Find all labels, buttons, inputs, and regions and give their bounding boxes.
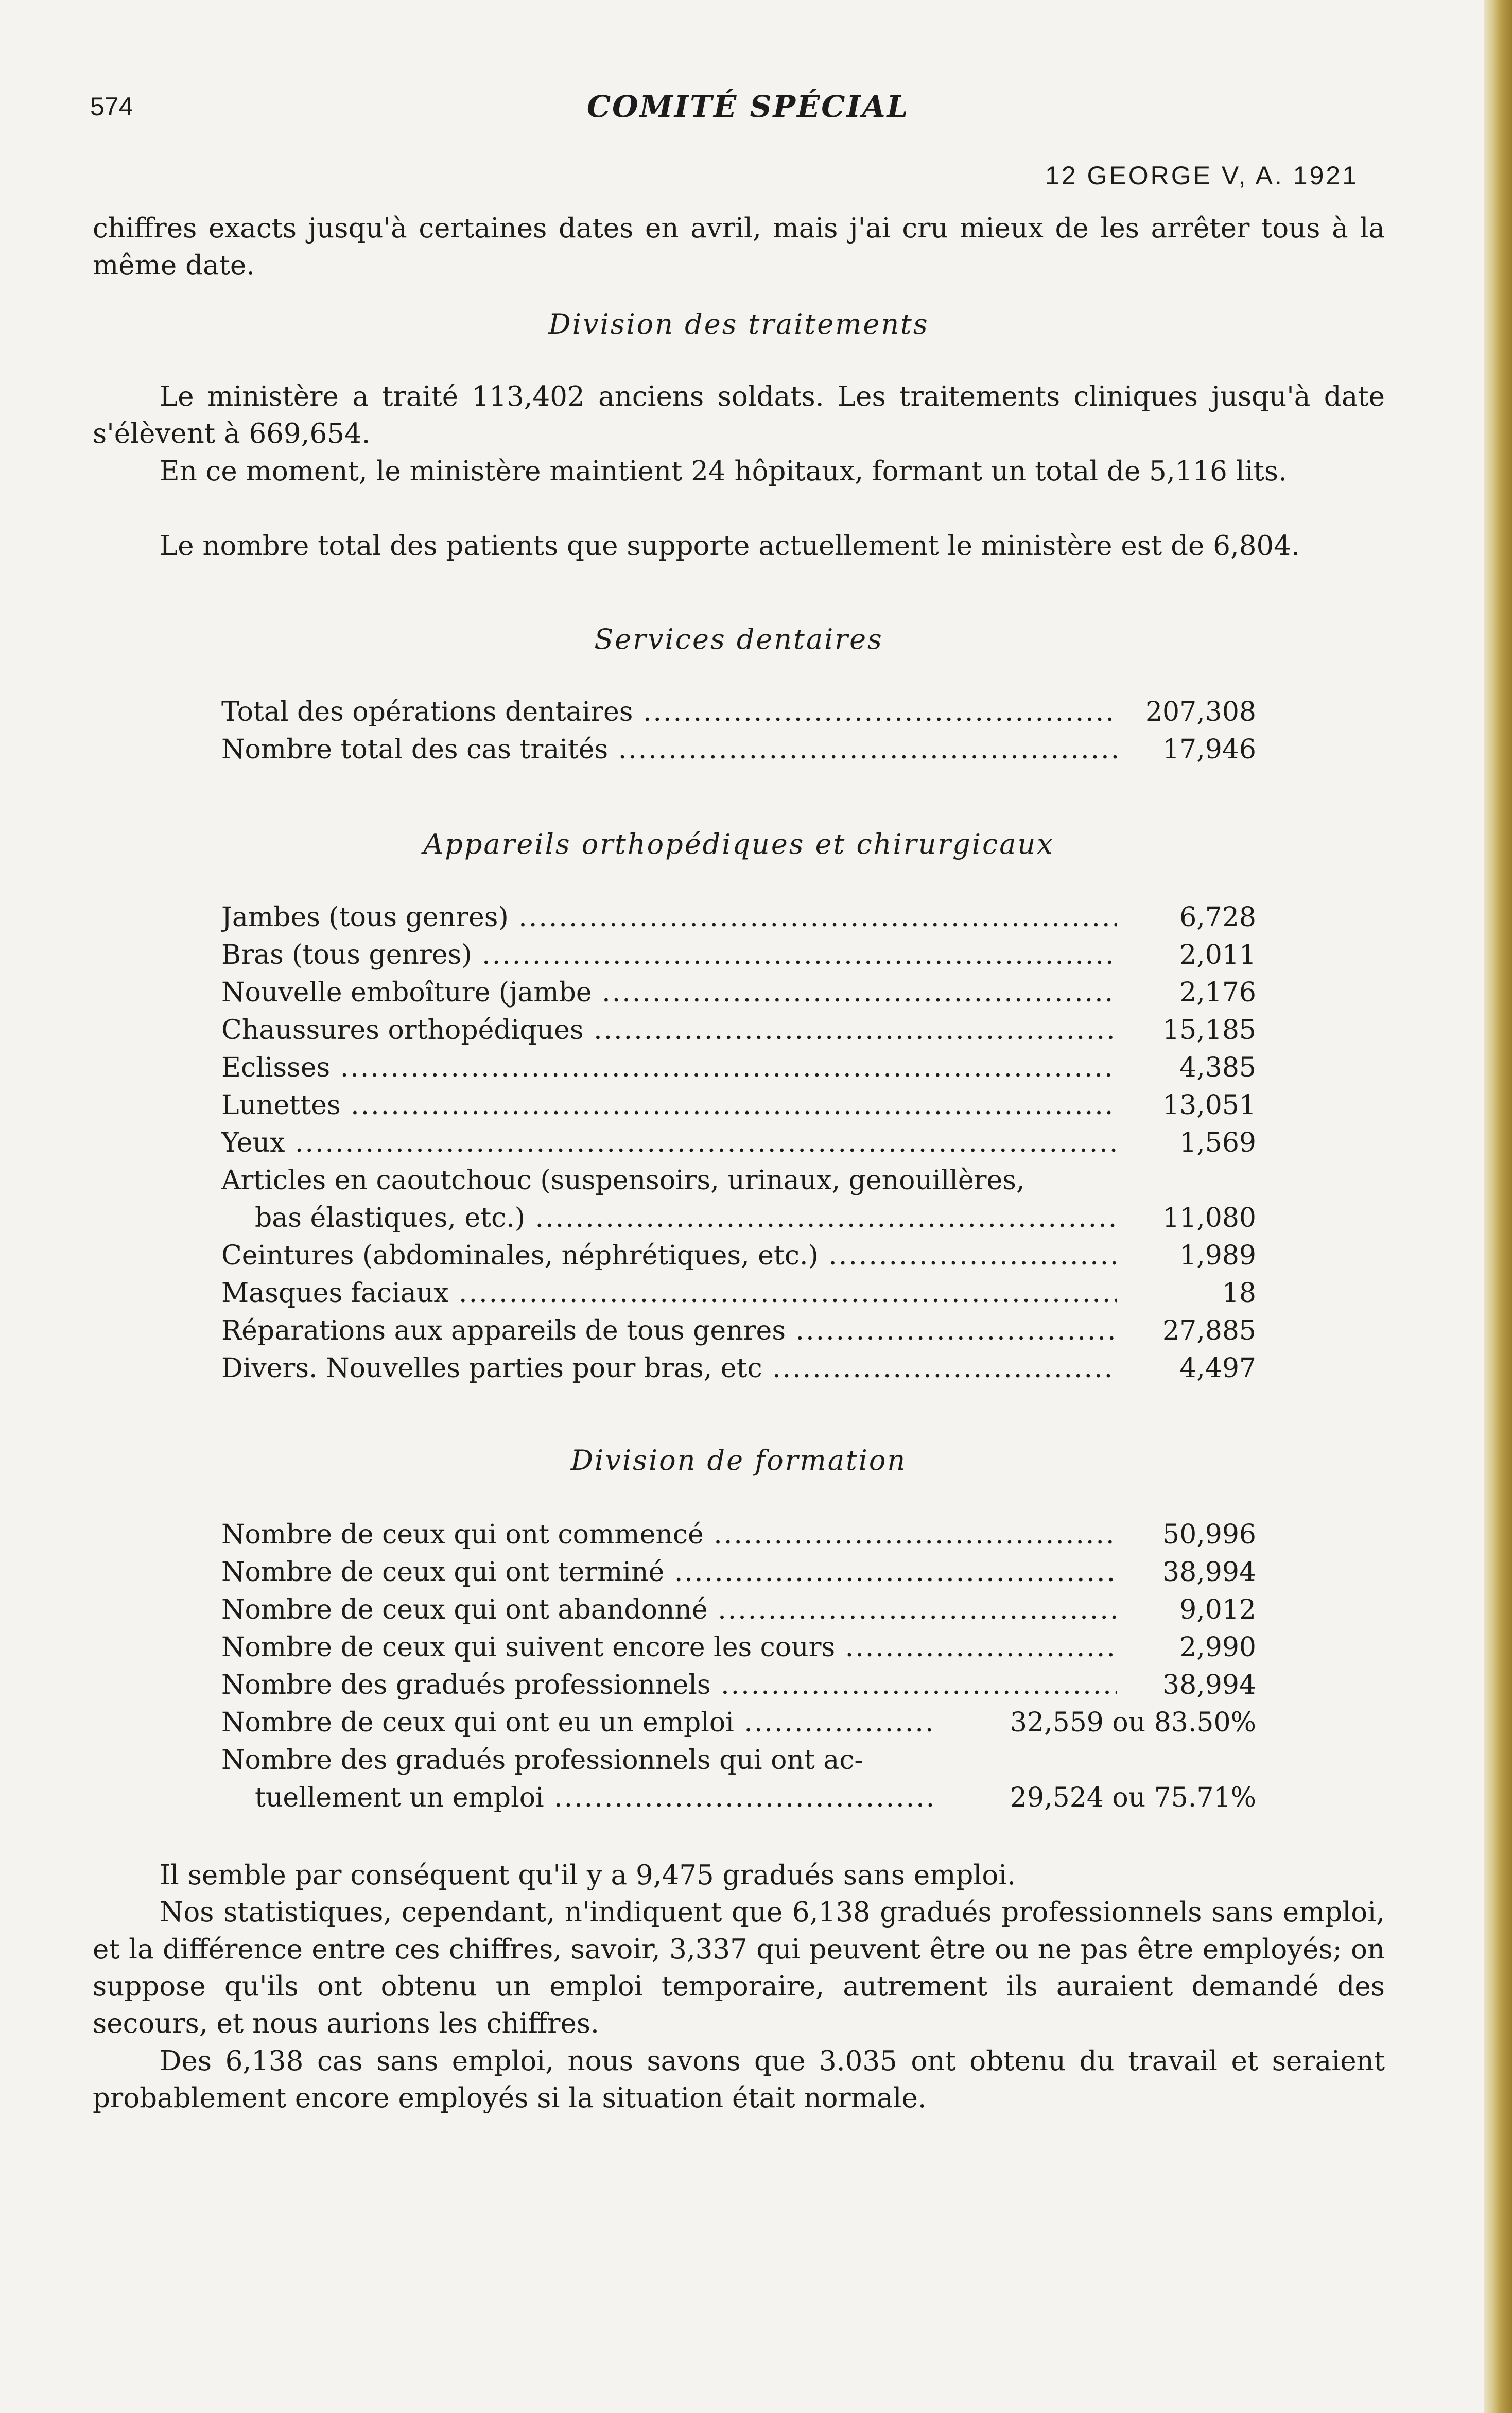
table-row — [221, 1704, 1256, 1742]
table-row — [221, 1666, 1256, 1704]
row-value: 2,176 — [1122, 974, 1256, 1012]
row-label: Yeux ..... — [221, 1124, 1117, 1162]
treatment-paragraph-1: Le ministère a traité 113,402 anciens soldats. Les traitements cliniques jusqu'à date s'élèvent à 669,654. — [93, 381, 1385, 449]
row-value: 29,524 ou 75.71% — [947, 1779, 1256, 1817]
row-value: 1,989 — [1122, 1237, 1256, 1275]
table-row — [221, 1012, 1256, 1049]
row-label: Nombre des gradués professionnels ..... — [221, 1666, 1117, 1704]
table-row — [221, 1312, 1256, 1350]
treatment-heading: Division des traitements — [548, 308, 929, 340]
row-label: Jambes (tous genres) ..... — [221, 899, 1117, 936]
row-label-continuation: tuellement un emploi ..... — [221, 1779, 937, 1817]
row-label: Bras (tous genres) ..... — [221, 936, 1117, 974]
row-value: 2,011 — [1122, 936, 1256, 974]
row-label: Nombre de ceux qui ont abandonné ..... — [221, 1591, 1117, 1629]
table-row — [221, 1554, 1256, 1591]
closing-paragraph-2: Nos statistiques, cependant, n'indiquent que 6,138 gradués professionnels sans emploi, et la différence entre ces chiffres, savoir, 3,337 qui peuvent être ou ne pas être employés; on suppose qu'ils ont obtenu un emploi temporaire, autrement ils auraient demandé des secours, et nous aurions les chiffres. — [93, 1897, 1385, 2039]
table-row — [221, 974, 1256, 1012]
row-value: 4,497 — [1122, 1350, 1256, 1387]
row-value: 11,080 — [1122, 1200, 1256, 1237]
training-heading: Division de formation — [570, 1444, 907, 1477]
row-value: 6,728 — [1122, 899, 1256, 936]
dental-table — [221, 693, 1256, 769]
training-table — [221, 1516, 1256, 1817]
treatment-paragraph-3: Le nombre total des patients que supporte actuellement le ministère est de 6,804. — [160, 530, 1300, 562]
page-edge — [1484, 0, 1512, 2413]
table-row — [221, 1162, 1256, 1237]
row-label: Nouvelle emboîture (jambe ..... — [221, 974, 1117, 1012]
row-value: 15,185 — [1122, 1012, 1256, 1049]
row-value: 207,308 — [1122, 693, 1256, 731]
row-value: 13,051 — [1122, 1087, 1256, 1124]
row-label: Articles en caoutchouc (suspensoirs, urinaux, genouillères, — [221, 1165, 1025, 1196]
row-value: 1,569 — [1122, 1124, 1256, 1162]
row-label: Eclisses ..... — [221, 1049, 1117, 1087]
running-title: COMITÉ SPÉCIAL — [587, 89, 910, 124]
row-label: Nombre de ceux qui ont eu un emploi ..... — [221, 1704, 937, 1742]
row-value: 32,559 ou 83.50% — [947, 1704, 1256, 1742]
row-label: Lunettes ..... — [221, 1087, 1117, 1124]
closing-paragraph-3: Des 6,138 cas sans emploi, nous savons que 3.035 ont obtenu du travail et seraient probablement encore employés si la situation était normale. — [93, 2045, 1385, 2114]
row-label-continuation: bas élastiques, etc.) ..... — [221, 1200, 1117, 1237]
row-value: 4,385 — [1122, 1049, 1256, 1087]
row-value: 50,996 — [1122, 1516, 1256, 1554]
row-value: 2,990 — [1122, 1629, 1256, 1666]
intro-paragraph: chiffres exacts jusqu'à certaines dates en avril, mais j'ai cru mieux de les arrêter tous à la même date. — [93, 213, 1385, 281]
row-label: Nombre de ceux qui ont commencé ..... — [221, 1516, 1117, 1554]
row-label: Ceintures (abdominales, néphrétiques, etc.) ..... — [221, 1237, 1117, 1275]
session-reference: 12 GEORGE V, A. 1921 — [1045, 161, 1359, 190]
row-value: 18 — [1122, 1275, 1256, 1312]
table-row — [221, 936, 1256, 974]
row-value: 38,994 — [1122, 1666, 1256, 1704]
treatment-paragraph-2: En ce moment, le ministère maintient 24 hôpitaux, formant un total de 5,116 lits. — [160, 456, 1287, 487]
table-row — [221, 693, 1256, 731]
row-label: Chaussures orthopédiques ..... — [221, 1012, 1117, 1049]
table-row — [221, 1049, 1256, 1087]
appliances-table — [221, 899, 1256, 1387]
closing-paragraph-1: Il semble par conséquent qu'il y a 9,475 gradués sans emploi. — [160, 1860, 1016, 1891]
table-row — [221, 1629, 1256, 1666]
row-label: Nombre total des cas traités ..... — [221, 731, 1117, 769]
table-row — [221, 1087, 1256, 1124]
table-row — [221, 1237, 1256, 1275]
row-label: Réparations aux appareils de tous genres ..... — [221, 1312, 1117, 1350]
row-label: Total des opérations dentaires ..... — [221, 693, 1117, 731]
table-row — [221, 1742, 1256, 1817]
row-value: 9,012 — [1122, 1591, 1256, 1629]
row-label: Nombre des gradués professionnels qui ont ac- — [221, 1745, 863, 1776]
table-row — [221, 1350, 1256, 1387]
table-row — [221, 1124, 1256, 1162]
row-label: Nombre de ceux qui suivent encore les cours ..... — [221, 1629, 1117, 1666]
table-row — [221, 1516, 1256, 1554]
dental-heading: Services dentaires — [594, 623, 883, 655]
table-row — [221, 899, 1256, 936]
row-value: 27,885 — [1122, 1312, 1256, 1350]
appliances-heading: Appareils orthopédiques et chirurgicaux — [423, 828, 1054, 860]
row-label: Divers. Nouvelles parties pour bras, etc ..... — [221, 1350, 1117, 1387]
row-value: 38,994 — [1122, 1554, 1256, 1591]
row-label: Nombre de ceux qui ont terminé ..... — [221, 1554, 1117, 1591]
table-row — [221, 731, 1256, 769]
table-row — [221, 1591, 1256, 1629]
page-number: 574 — [90, 92, 133, 121]
row-value: 17,946 — [1122, 731, 1256, 769]
row-label: Masques faciaux ..... — [221, 1275, 1117, 1312]
table-row — [221, 1275, 1256, 1312]
